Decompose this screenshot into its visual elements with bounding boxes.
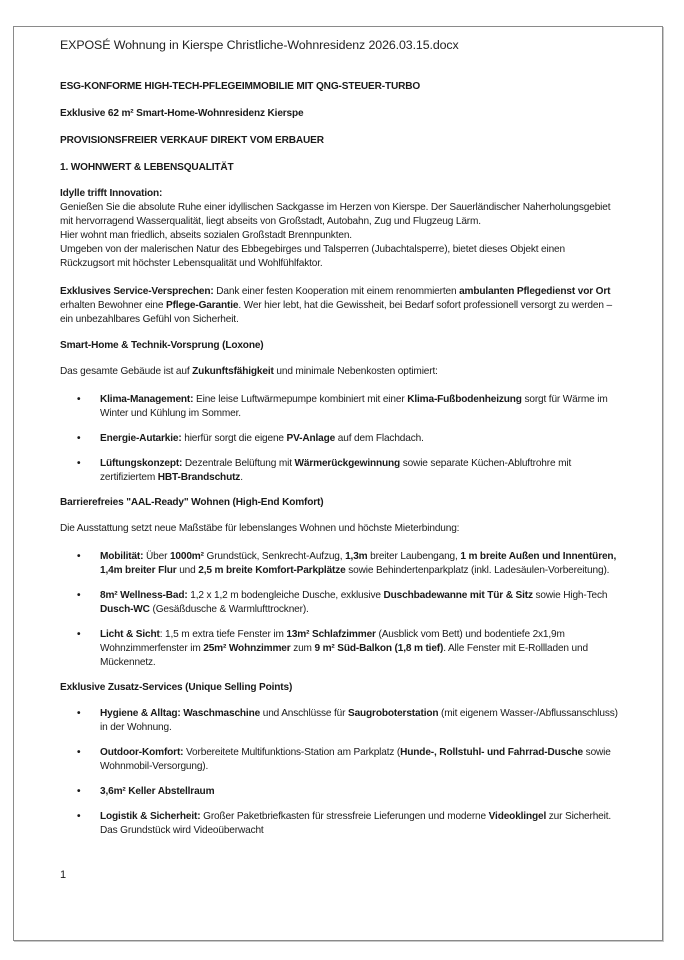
list-item-lueftung <box>60 457 620 485</box>
idylle-line-1: Genießen Sie die absolute Ruhe einer idyllischen Sackgasse im Herzen von Kierspe. Der Sauerländischer Naherholungsgebiet mit hervorragend Wasserqualität, liegt abseits von Großstadt, Autobahn, Zug und Flugzeug Lärm. <box>60 202 611 227</box>
item-label: Logistik & Sicherheit: <box>100 811 201 822</box>
text: zur Sicherheit. Das Grundstück wird Videoüberwacht <box>100 811 612 836</box>
text: erhalten Bewohner eine <box>60 300 166 311</box>
bullet-icon: • <box>77 590 81 601</box>
text: Vorbereitete Multifunktions-Station am Parkplatz ( <box>183 747 401 758</box>
item-label: Outdoor-Komfort: <box>100 747 184 758</box>
idylle-line-3: Umgeben von der malerischen Natur des Ebbegebirges und Talsperren (Jubachtalsperre), bietet dieses Objekt einen Rückzugsort mit höchster Lebensqualität und Wohlfühlfaktor. <box>60 244 565 269</box>
page-number: 1 <box>60 869 67 881</box>
text: . <box>240 472 243 483</box>
text: . Wer hier lebt, hat die Gewissheit, bei Bedarf sofort professionell versorgt zu werden – ein unbezahlbares Gefühl von Sicherheit. <box>60 300 612 325</box>
list-item-hygiene <box>60 707 620 735</box>
list-item-energie <box>60 432 620 446</box>
bold-text: Videoklingel <box>488 811 547 822</box>
idylle-section <box>60 187 620 271</box>
text: (Ausblick vom Bett) und bodentiefe 2x1,9m Wohnzimmerfenster im <box>100 629 565 654</box>
text: Das gesamte Gebäude ist auf <box>60 366 193 377</box>
text: Dezentrale Belüftung mit <box>182 458 295 469</box>
list-item-outdoor <box>60 746 620 774</box>
zusatz-title: Exklusive Zusatz-Services (Unique Selling Points) <box>60 682 293 693</box>
text: . Alle Fenster mit E-Rollladen und Mückennetz. <box>100 643 588 668</box>
text: sowie Behindertenparkplatz (inkl. Ladesäulen-Vorbereitung). <box>345 565 610 576</box>
bold-text: PV-Anlage <box>286 433 336 444</box>
text: hierfür sorgt die eigene <box>181 433 287 444</box>
text: und minimale Nebenkosten optimiert: <box>273 366 438 377</box>
item-label: 3,6m² Keller Abstellraum <box>100 786 215 797</box>
text: sowie High-Tech <box>532 590 608 601</box>
bullet-icon: • <box>77 433 81 444</box>
bold-text: Hunde-, Rollstuhl- und Fahrrad-Dusche <box>400 747 584 758</box>
idylle-line-2: Hier wohnt man friedlich, abseits sozialen Großstadt Brennpunkten. <box>60 230 352 241</box>
bullet-icon: • <box>77 551 81 562</box>
bullet-icon: • <box>77 811 81 822</box>
item-label: Energie-Autarkie: <box>100 433 182 444</box>
text: Über <box>143 551 170 562</box>
bullet-icon: • <box>77 394 81 405</box>
bullet-icon: • <box>77 786 81 797</box>
bold-text: Klima-Fußbodenheizung <box>407 394 522 405</box>
text: auf dem Flachdach. <box>335 433 424 444</box>
service-label: Exklusives Service-Versprechen: <box>60 286 214 297</box>
item-label: 8m² Wellness-Bad: <box>100 590 188 601</box>
smarthome-list <box>60 393 620 485</box>
document-file-title: EXPOSÉ Wohnung in Kierspe Christliche-Wohnresidenz 2026.03.15.docx <box>60 38 459 52</box>
smarthome-intro <box>60 365 620 379</box>
text: : 1,5 m extra tiefe Fenster im <box>159 629 287 640</box>
bold-text: 1,3m <box>345 551 368 562</box>
bold-text: 2,5 m breite Komfort-Parkplätze <box>198 565 346 576</box>
document-body <box>60 80 620 849</box>
zusatz-list <box>60 707 620 838</box>
text: sowie separate Küchen-Abluftrohre mit zertifiziertem <box>100 458 572 483</box>
list-item-logistik <box>60 810 620 838</box>
text: und Anschlüsse für <box>260 708 348 719</box>
heading-residence: Exklusive 62 m² Smart-Home-Wohnresidenz Kierspe <box>60 108 304 119</box>
text: (Gesäßdusche & Warmlufttrockner). <box>149 604 309 615</box>
barrierefrei-title: Barrierefreies "AAL-Ready" Wohnen (High-End Komfort) <box>60 497 324 508</box>
bold-text: Saugroboterstation <box>347 708 439 719</box>
bold-text: 25m² Wohnzimmer <box>203 643 291 654</box>
list-item-licht-sicht <box>60 628 620 670</box>
smarthome-title: Smart-Home & Technik-Vorsprung (Loxone) <box>60 340 264 351</box>
document-page <box>13 26 663 941</box>
text: Eine leise Luftwärmepumpe kombiniert mit einer <box>193 394 408 405</box>
bold-text: ambulanten Pflegedienst vor Ort <box>459 286 611 297</box>
bold-text: Pflege-Garantie <box>165 300 239 311</box>
list-item-mobilitaet <box>60 550 620 578</box>
item-label: Hygiene & Alltag: <box>100 708 181 719</box>
text: sowie Wohnmobil-Versorgung). <box>100 747 611 772</box>
text: 1,2 x 1,2 m bodengleiche Dusche, exklusive <box>187 590 384 601</box>
bold-text: HBT-Brandschutz <box>157 472 241 483</box>
item-label: Lüftungskonzept: <box>100 458 183 469</box>
service-paragraph <box>60 285 620 327</box>
text: Dank einer festen Kooperation mit einem renommierten <box>213 286 460 297</box>
bullet-icon: • <box>77 708 81 719</box>
bullet-icon: • <box>77 629 81 640</box>
list-item-keller <box>60 785 620 799</box>
item-label: Mobilität: <box>100 551 144 562</box>
text: (mit eigenem Wasser-/Abflussanschluss) in der Wohnung. <box>100 708 618 733</box>
barrierefrei-list <box>60 550 620 670</box>
item-label: Licht & Sicht <box>100 629 160 640</box>
bullet-icon: • <box>77 747 81 758</box>
barrierefrei-intro: Die Ausstattung setzt neue Maßstäbe für lebenslanges Wohnen und höchste Mieterbindung: <box>60 523 460 534</box>
idylle-title: Idylle trifft Innovation: <box>60 188 163 199</box>
text: und <box>176 565 199 576</box>
text: sorgt für Wärme im Winter und Kühlung im Sommer. <box>100 394 608 419</box>
bold-text: 13m² Schlafzimmer <box>286 629 376 640</box>
heading-provision: PROVISIONSFREIER VERKAUF DIREKT VOM ERBAUER <box>60 135 324 146</box>
bold-text: Zukunftsfähigkeit <box>192 366 274 377</box>
bold-text: Duschbadewanne mit Tür & Sitz <box>383 590 533 601</box>
list-item-klima <box>60 393 620 421</box>
text: Grundstück, Senkrecht-Aufzug, <box>203 551 346 562</box>
bold-text: Wärmerückgewinnung <box>294 458 401 469</box>
bold-text: Waschmaschine <box>183 708 261 719</box>
bold-text: Dusch-WC <box>100 604 150 615</box>
item-label: Klima-Management: <box>100 394 194 405</box>
bold-text: 1000m² <box>169 551 204 562</box>
text: zum <box>290 643 315 654</box>
text: Großer Paketbriefkasten für stressfreie Lieferungen und moderne <box>200 811 489 822</box>
heading-esg: ESG-KONFORME HIGH-TECH-PFLEGEIMMOBILIE MIT QNG-STEUER-TURBO <box>60 81 421 92</box>
bold-text: 9 m² Süd-Balkon (1,8 m tief) <box>314 643 444 654</box>
text: breiter Laubengang, <box>367 551 461 562</box>
list-item-wellness-bad <box>60 589 620 617</box>
heading-section-1: 1. WOHNWERT & LEBENSQUALITÄT <box>60 162 234 173</box>
bold-text: 1 m breite Außen und Innentüren, 1,4m breiter Flur <box>100 551 617 576</box>
bullet-icon: • <box>77 458 81 469</box>
